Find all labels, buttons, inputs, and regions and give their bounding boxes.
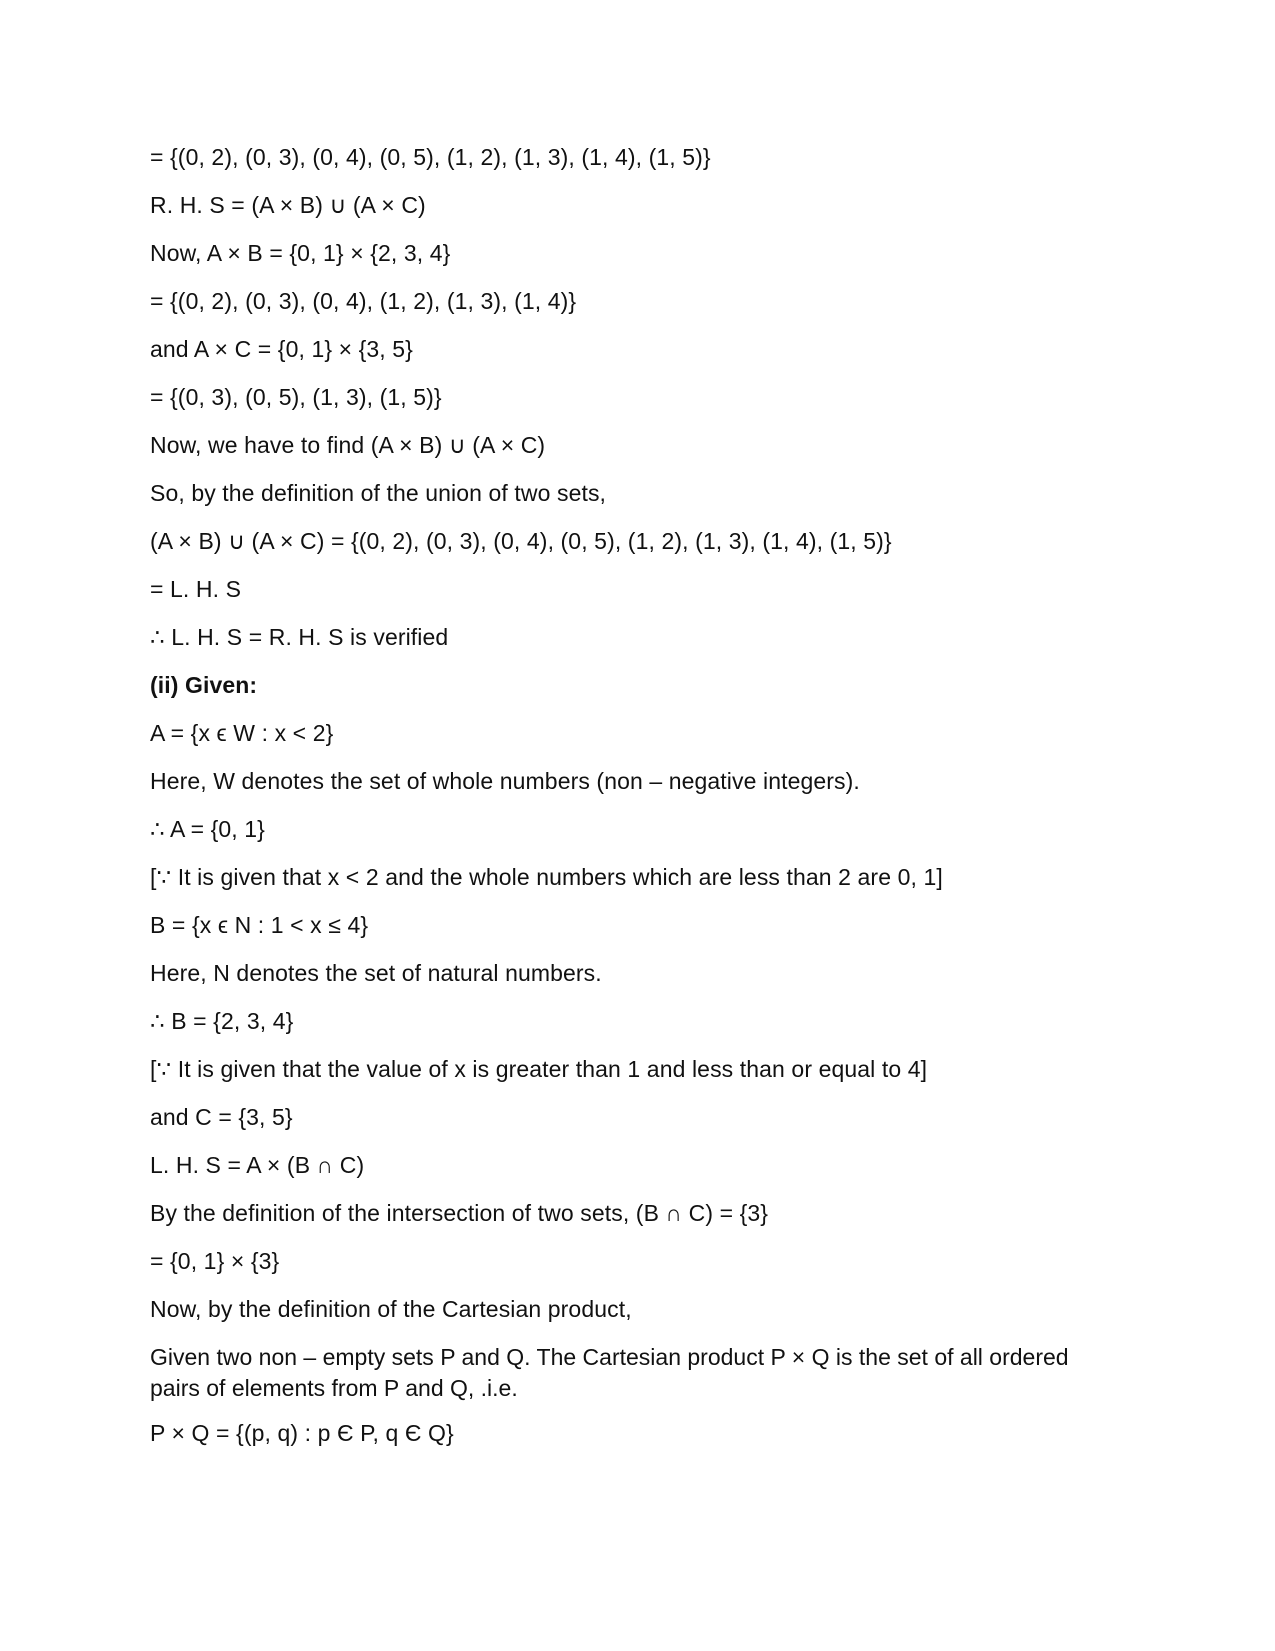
text-line: = L. H. S <box>150 576 242 602</box>
text-line: = {(0, 3), (0, 5), (1, 3), (1, 5)} <box>150 384 442 410</box>
text-line: (A × B) ∪ (A × C) = {(0, 2), (0, 3), (0, 4), (0, 5), (1, 2), (1, 3), (1, 4), (1, 5)} <box>150 528 892 554</box>
text-line: ∴ A = {0, 1} <box>150 816 265 842</box>
text-line: So, by the definition of the union of two sets, <box>150 480 607 506</box>
text-line: Now, A × B = {0, 1} × {2, 3, 4} <box>150 240 451 266</box>
text-line: = {(0, 2), (0, 3), (0, 4), (1, 2), (1, 3), (1, 4)} <box>150 288 577 314</box>
text-line: [∵ It is given that the value of x is greater than 1 and less than or equal to 4] <box>150 1056 928 1082</box>
text-line: L. H. S = A × (B ∩ C) <box>150 1152 365 1178</box>
text-line: and A × C = {0, 1} × {3, 5} <box>150 336 413 362</box>
text-line: R. H. S = (A × B) ∪ (A × C) <box>150 192 426 218</box>
text-line: = {(0, 2), (0, 3), (0, 4), (0, 5), (1, 2), (1, 3), (1, 4), (1, 5)} <box>150 144 711 170</box>
document-page <box>150 142 1150 1466</box>
text-line: ∴ B = {2, 3, 4} <box>150 1008 294 1034</box>
text-line: and C = {3, 5} <box>150 1104 293 1130</box>
text-line: Now, we have to find (A × B) ∪ (A × C) <box>150 432 546 458</box>
text-line: B = {x ϵ N : 1 < x ≤ 4} <box>150 912 369 938</box>
text-line: = {0, 1} × {3} <box>150 1248 280 1274</box>
section-heading: (ii) Given: <box>150 672 258 698</box>
text-paragraph: Given two non – empty sets P and Q. The Cartesian product P × Q is the set of all ordered pairs of elements from P and Q, .i.e. <box>150 1344 1069 1401</box>
text-line: Here, W denotes the set of whole numbers (non – negative integers). <box>150 768 860 794</box>
text-line: By the definition of the intersection of two sets, (B ∩ C) = {3} <box>150 1200 769 1226</box>
text-line: [∵ It is given that x < 2 and the whole numbers which are less than 2 are 0, 1] <box>150 864 943 890</box>
text-line: Now, by the definition of the Cartesian product, <box>150 1296 632 1322</box>
text-line: A = {x ϵ W : x < 2} <box>150 720 334 746</box>
text-line: Here, N denotes the set of natural numbers. <box>150 960 602 986</box>
text-line: ∴ L. H. S = R. H. S is verified <box>150 624 449 650</box>
text-line: P × Q = {(p, q) : p Є P, q Є Q} <box>150 1420 454 1446</box>
